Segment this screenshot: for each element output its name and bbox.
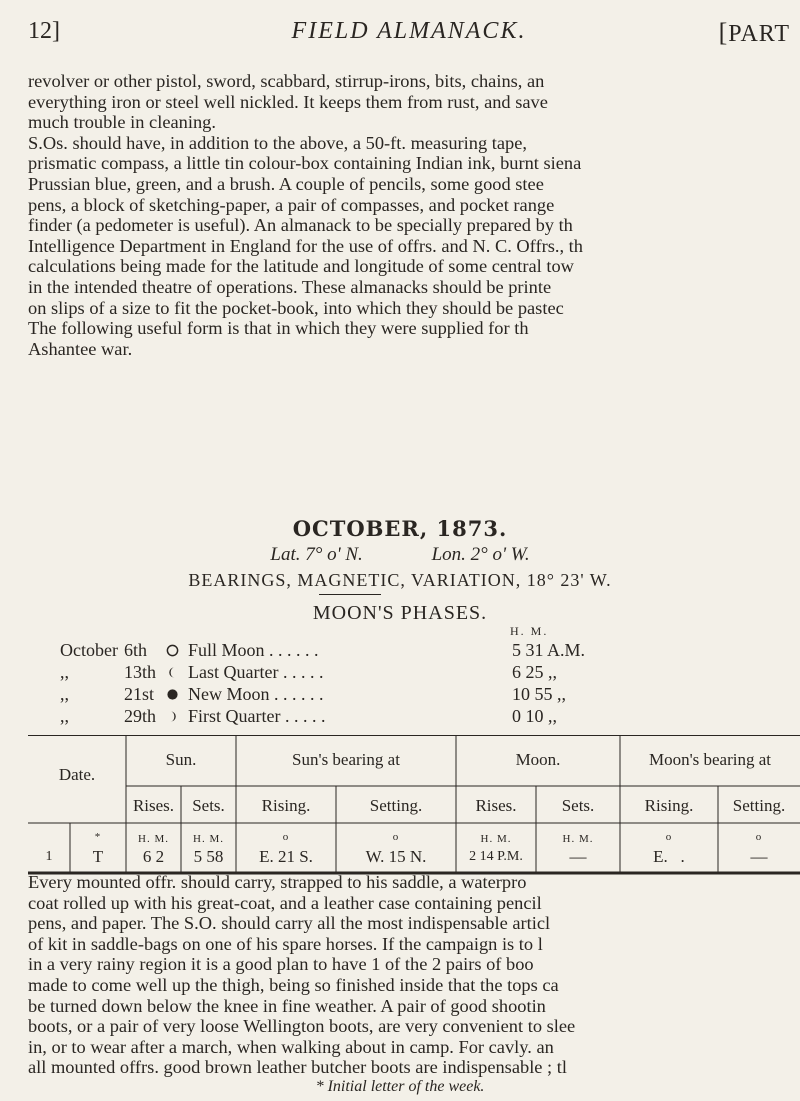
unit-label: * [94,831,102,843]
header-sun: Sun. [165,750,197,769]
subheader: Setting. [369,796,423,815]
text-line: be turned down below the knee in fine weather. A pair of good shootin [28,995,546,1016]
phase-name: Full Moon . . . . . . [188,640,319,660]
text-line: everything iron or steel well nickled. It keeps them from rust, and save [28,91,548,112]
moon-phase-row [60,662,780,684]
text-line: calculations being made for the latitude and longitude of some central tow [28,256,574,277]
text-line: Prussian blue, green, and a brush. A couple of pencils, some good stee [28,173,544,194]
header-moon-bearing: Moon's bearing at [648,750,772,769]
moon-phase-row [60,640,780,662]
footnote: * Initial letter of the week. [315,1078,485,1095]
magnetic-variation-line: BEARINGS, MAGNETIC, VARIATION, 18° 23' W. [188,570,612,590]
subheader: Sets. [192,796,225,815]
phase-name: First Quarter . . . . . [188,706,326,726]
text-line: pens, a block of sketching-paper, a pair of compasses, and pocket range [28,194,555,215]
text-line: much trouble in cleaning. [28,112,216,133]
text-line: made to come well up the thigh, being so finished inside that the tops ca [28,974,559,995]
moon-phase-row [60,706,780,728]
text-line: Every mounted offr. should carry, strapped to his saddle, a waterpro [28,872,527,892]
text-line: finder (a pedometer is useful). An almanack to be specially prepared by th [28,215,573,236]
phase-day: 6th [124,640,148,660]
page-header [28,18,790,52]
sun-sets: 5 58 [193,847,224,866]
phase-day: 29th [124,706,157,726]
moon-phases-heading: MOON'S PHASES. [312,602,488,624]
sun-rises: 6 2 [142,847,165,866]
part-label: [PART [718,18,790,47]
unit-label: o [665,831,673,843]
unit-label: H. M. [480,833,512,845]
almanac-table [28,735,800,875]
unit-label: o [755,831,763,843]
unit-label: o [392,831,400,843]
header-moon: Moon. [515,750,561,769]
text-line: all mounted offrs. good brown leather butcher boots are indispensable ; tl [28,1057,567,1078]
moon-phase-row [60,684,780,706]
text-line: in, or to wear after a march, when walking about in camp. For cavly. an [28,1036,554,1057]
text-line: coat rolled up with his great-coat, and a leather case containing pencil [28,892,542,913]
hours-minutes-label: H. M. [510,624,549,638]
subheader: Rises. [132,796,175,815]
new-moon-icon [166,684,179,705]
text-line: of kit in saddle-bags on one of his spare horses. If the campaign is to l [28,933,543,954]
phase-time: 6 25 ,, [512,662,557,682]
day-number: 1 [45,849,53,864]
phase-day: 13th [124,662,157,682]
text-line: in the intended theatre of operations. These almanacks should be printe [28,276,552,297]
text-line: boots, or a pair of very loose Wellington boots, are very convenient to slee [28,1016,576,1037]
phase-month: October [60,640,118,660]
last-quarter-icon [166,662,179,683]
text-line: in a very rainy region it is a good plan to have 1 of the 2 pairs of boo [28,954,534,975]
phase-name: New Moon . . . . . . [188,684,324,704]
almanac-month-heading: OCTOBER, 1873. [292,516,508,541]
text-line: S.Os. should have, in addition to the above, a 50-ft. measuring tape, [28,132,527,153]
phase-month: ,, [60,706,69,726]
phase-time: 10 55 ,, [512,684,566,704]
latitude: Lat. 7° o' N. [270,544,363,565]
paragraph-kit [28,872,800,1078]
unit-label: H. M. [562,833,594,845]
subheader: Rises. [475,796,517,815]
moon-bearing-setting: — [750,847,768,866]
divider-rule [319,594,381,595]
text-line: Ashantee war. [28,338,133,359]
page-number: 12] [28,18,60,44]
text-line: The following useful form is that in which they were supplied for th [28,318,529,339]
sun-bearing-setting: W. 15 N. [365,847,427,866]
text-line: prismatic compass, a little tin colour-box containing Indian ink, burnt siena [28,153,582,174]
phase-time: 0 10 ,, [512,706,557,726]
text-line: on slips of a size to fit the pocket-book, into which they should be pastec [28,297,564,318]
subheader: Setting. [732,796,786,815]
running-title: FIELD ALMANACK. [291,18,527,44]
coordinates-line [0,544,800,566]
full-moon-icon [166,640,179,661]
subheader: Sets. [561,796,595,815]
unit-label: H. M. [138,833,169,845]
unit-label: H. M. [193,833,224,845]
subheader: Rising. [644,796,694,815]
moon-bearing-rising: E. . [653,847,685,866]
sun-bearing-rising: E. 21 S. [259,847,313,866]
phase-day: 21st [124,684,155,704]
moon-sets: — [569,847,587,866]
phase-month: ,, [60,662,69,682]
header-date: Date. [58,765,96,784]
header-sun-bearing: Sun's bearing at [292,750,400,769]
weekday-initial: T [92,847,104,866]
first-quarter-icon [166,706,179,727]
phase-month: ,, [60,684,69,704]
text-line: revolver or other pistol, sword, scabbard, stirrup-irons, bits, chains, an [28,71,545,91]
phase-name: Last Quarter . . . . . [188,662,324,682]
phase-time: 5 31 A.M. [512,640,586,660]
paragraph-equipment [28,71,800,359]
subheader: Rising. [261,796,311,815]
longitude: Lon. 2° o' W. [431,544,530,565]
moon-rises: 2 14 P.M. [469,849,523,864]
text-line: pens, and paper. The S.O. should carry all the most indispensable articl [28,913,551,934]
unit-label: o [282,831,290,843]
text-line: Intelligence Department in England for the use of offrs. and N. C. Offrs., th [28,235,583,256]
